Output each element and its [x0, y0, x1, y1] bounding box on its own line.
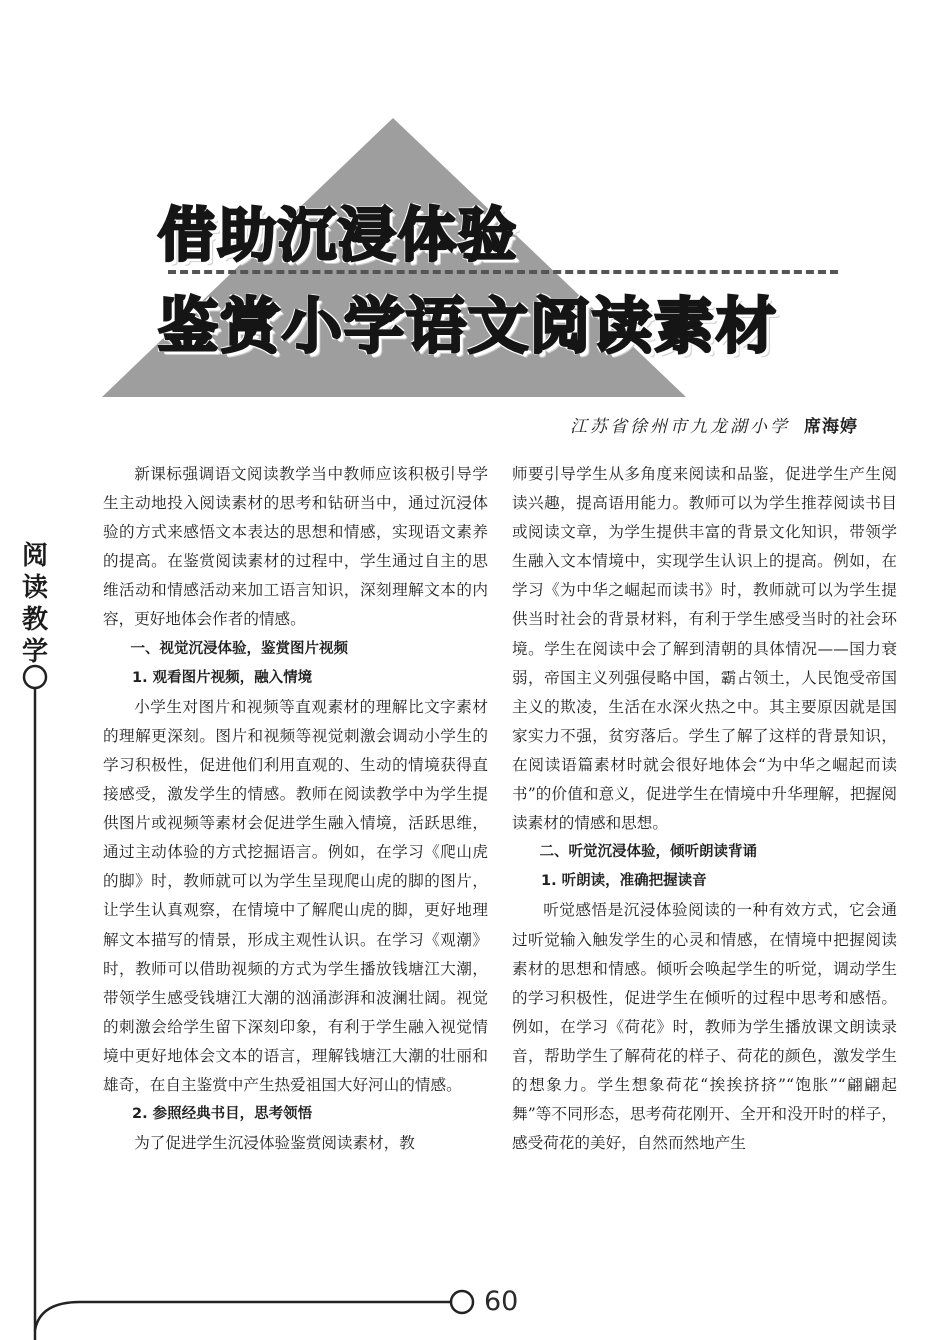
author-name: 席海婷	[804, 417, 858, 437]
subsection-heading: 1. 观看图片视频，融入情境	[132, 669, 313, 686]
side-circle-top	[24, 666, 46, 688]
left-column	[103, 460, 488, 1158]
page-number-circle	[451, 1291, 473, 1313]
body-paragraph: 新课标强调语文阅读教学当中教师应该积极引导学生主动地投入阅读素材的思考和钻研当中，通过沉浸体验的方式来感悟文本表达的思想和情感，实现语文素养的提高。在鉴赏阅读素材的过程中，学生通过自主的思维活动和情感活动来加工语言知识，深刻理解文本的内容，更好地体会作者的情感。	[103, 465, 488, 629]
section-heading: 二、听觉沉浸体验，倾听朗读背诵	[539, 844, 758, 861]
right-column	[512, 460, 897, 1158]
page-number: 60	[484, 1286, 519, 1317]
subsection-heading: 1. 听朗读，准确把握读音	[541, 873, 707, 890]
section-label-reading-teaching: 阅读教学	[21, 541, 48, 667]
section-heading: 一、视觉沉浸体验，鉴赏图片视频	[130, 640, 349, 657]
title-line-2: 鉴赏小学语文阅读素材	[158, 292, 778, 362]
body-paragraph: 为了促进学生沉浸体验鉴赏阅读素材，教	[134, 1134, 415, 1153]
subsection-heading: 2. 参照经典书目，思考领悟	[132, 1106, 313, 1123]
body-paragraph: 听觉感悟是沉浸体验阅读的一种有效方式，它会通过听觉输入触发学生的心灵和情感，在情境中把握阅读素材的思想和情感。倾听会唤起学生的听觉，调动学生的学习积极性，促进学生在倾听的过程中思考和感悟。例如，在学习《荷花》时，教师为学生播放课文朗读录音，帮助学生了解荷花的样子、荷花的颜色，激发学生的想象力。学生想象荷花“挨挨挤挤”“饱胀”“翩翩起舞”等不同形态，思考荷花刚开、全开和没开时的样子，感受荷花的美好，自然而然地产生	[512, 901, 897, 1153]
bottom-curve-line	[35, 1302, 450, 1330]
author-school: 江苏省徐州市九龙湖小学	[570, 417, 790, 437]
body-paragraph: 师要引导学生从多角度来阅读和品鉴，促进学生产生阅读兴趣，提高语用能力。教师可以为学生推荐阅读书目或阅读文章，为学生提供丰富的背景文化知识，带领学生融入文本情境中，实现学生认识上的提高。例如，在学习《为中华之崛起而读书》时，教师就可以为学生提供当时社会的背景材料，有利于学生感受当时的社会环境。学生在阅读中会了解到清朝的具体情况——国力衰弱，帝国主义列强侵略中国，霸占领土，人民饱受帝国主义的欺凌，生活在水深火热之中。其主要原因就是国家实力不强，贫穷落后。学生了解了这样的背景知识，在阅读语篇素材时就会很好地体会“为中华之崛起而读书”的价值和意义，促进学生在情境中升华理解，把握阅读素材的情感和思想。	[512, 465, 897, 833]
body-paragraph: 小学生对图片和视频等直观素材的理解比文字素材的理解更深刻。图片和视频等视觉刺激会调动小学生的学习积极性，促进他们利用直观的、生动的情境获得直接感受，激发学生的情感。教师在阅读教学中为学生提供图片或视频等素材会促进学生融入情境，活跃思维，通过主动体验的方式挖掘语言。例如，在学习《爬山虎的脚》时，教师就可以为学生呈现爬山虎的脚的图片，让学生认真观察，在情境中了解爬山虎的脚，更好地理解文本描写的情景，形成主观性认识。在学习《观潮》时，教师可以借助视频的方式为学生播放钱塘江大潮，带领学生感受钱塘江大潮的汹涌澎湃和波澜壮阔。视觉的刺激会给学生留下深刻印象，有利于学生融入视觉情境中更好地体会文本的语言，理解钱塘江大潮的壮丽和雄奇，在自主鉴赏中产生热爱祖国大好河山的情感。	[103, 697, 488, 1094]
title-line-1: 借助沉浸体验	[158, 201, 519, 269]
